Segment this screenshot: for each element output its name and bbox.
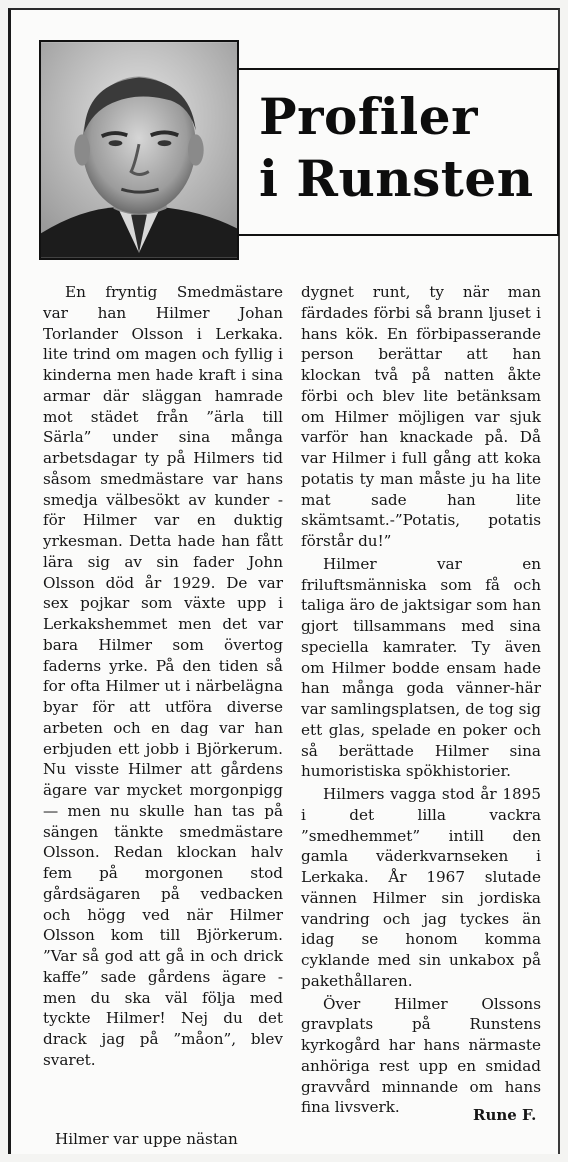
- headline: [259, 86, 534, 210]
- headline-line-1: Profiler: [259, 87, 478, 146]
- paragraph: Över Hilmer Olssons gravplats på Runstens kyrkogård har hans närmaste anhöriga rest upp en smidad gravvård minnande om hans fina livsverk.: [301, 994, 541, 1117]
- left-column-last-line: Hilmer var uppe nästan: [55, 1130, 238, 1148]
- paragraph: dygnet runt, ty när man färdades förbi så brann ljuset i hans kök. En förbipasserande person berättar att han klockan två på natten åkte förbi och blev lite betänksam om Hilmer möjligen var sjuk varför han knackade på. Då var Hilmer i full gång att koka potatis ty man måste ju ha lite mat sade han lite skämtsamt.-”Potatis, potatis förstår du!”: [301, 283, 541, 550]
- article-left-column: [43, 282, 283, 1071]
- paragraph: Hilmer var en friluftsmänniska som få och taliga äro de jaktsigar som han gjort tillsammans med sina speciella kamrater. Ty även om Hilmer bodde ensam hade han många goda vänner-här var samlingsplatsen, de tog sig ett glas, spelade en poker och så berättade Hilmer sina humoristiska spökhistorier.: [301, 554, 541, 781]
- paragraph: En fryntig Smedmästare var han Hilmer Johan Torlander Olsson i Lerkaka. lite trind om magen och fyllig i kinderna men hade kraft i sina armar där släggan hamrade mot städet från ”ärla till Särla” under sina många arbetsdagar ty på Hilmers tid såsom smedmästare var hans smedja välbesökt av kunder - för Hilmer var en duktig yrkesman. Detta hade han fått lära sig av sin fader John Olsson död år 1929. De var sex pojkar som växte upp i Lerkakshemmet men det var bara Hilmer som övertog faderns yrke. På den tiden så for ofta Hilmer ut i närbelägna byar för att utföra diverse arbeten och en dag var han erbjuden ett jobb i Björkerum. Nu visste Hilmer att gårdens ägare var mycket morgonpigg — men nu skulle han tas på sängen tänkte smedmästare Olsson. Redan klockan halv fem på morgonen stod gårdsägaren på vedbacken och högg ved när Hilmer Olsson kom till Björkerum. ”Var så god att gå in och drick kaffe” sade gårdens ägare -men du ska väl följa med tyckte Hilmer! Nej du det drack jag på ”måon”, blev svaret.: [43, 283, 283, 1069]
- headline-box: [239, 68, 559, 236]
- byline: Rune F.: [473, 1106, 537, 1124]
- headline-line-2: i Runsten: [259, 149, 534, 208]
- paragraph: Hilmers vagga stod år 1895 i det lilla vackra ”smedhemmet” intill den gamla väderkvarnseken i Lerkaka. År 1967 slutade vännen Hilmer sin jordiska vandring och jag tyckes än idag se honom komma cyklande med sin unkabox på pakethållaren.: [301, 785, 541, 990]
- portrait-photo: [39, 40, 239, 260]
- newspaper-clipping: [8, 8, 560, 1154]
- article-right-column: [301, 282, 541, 1118]
